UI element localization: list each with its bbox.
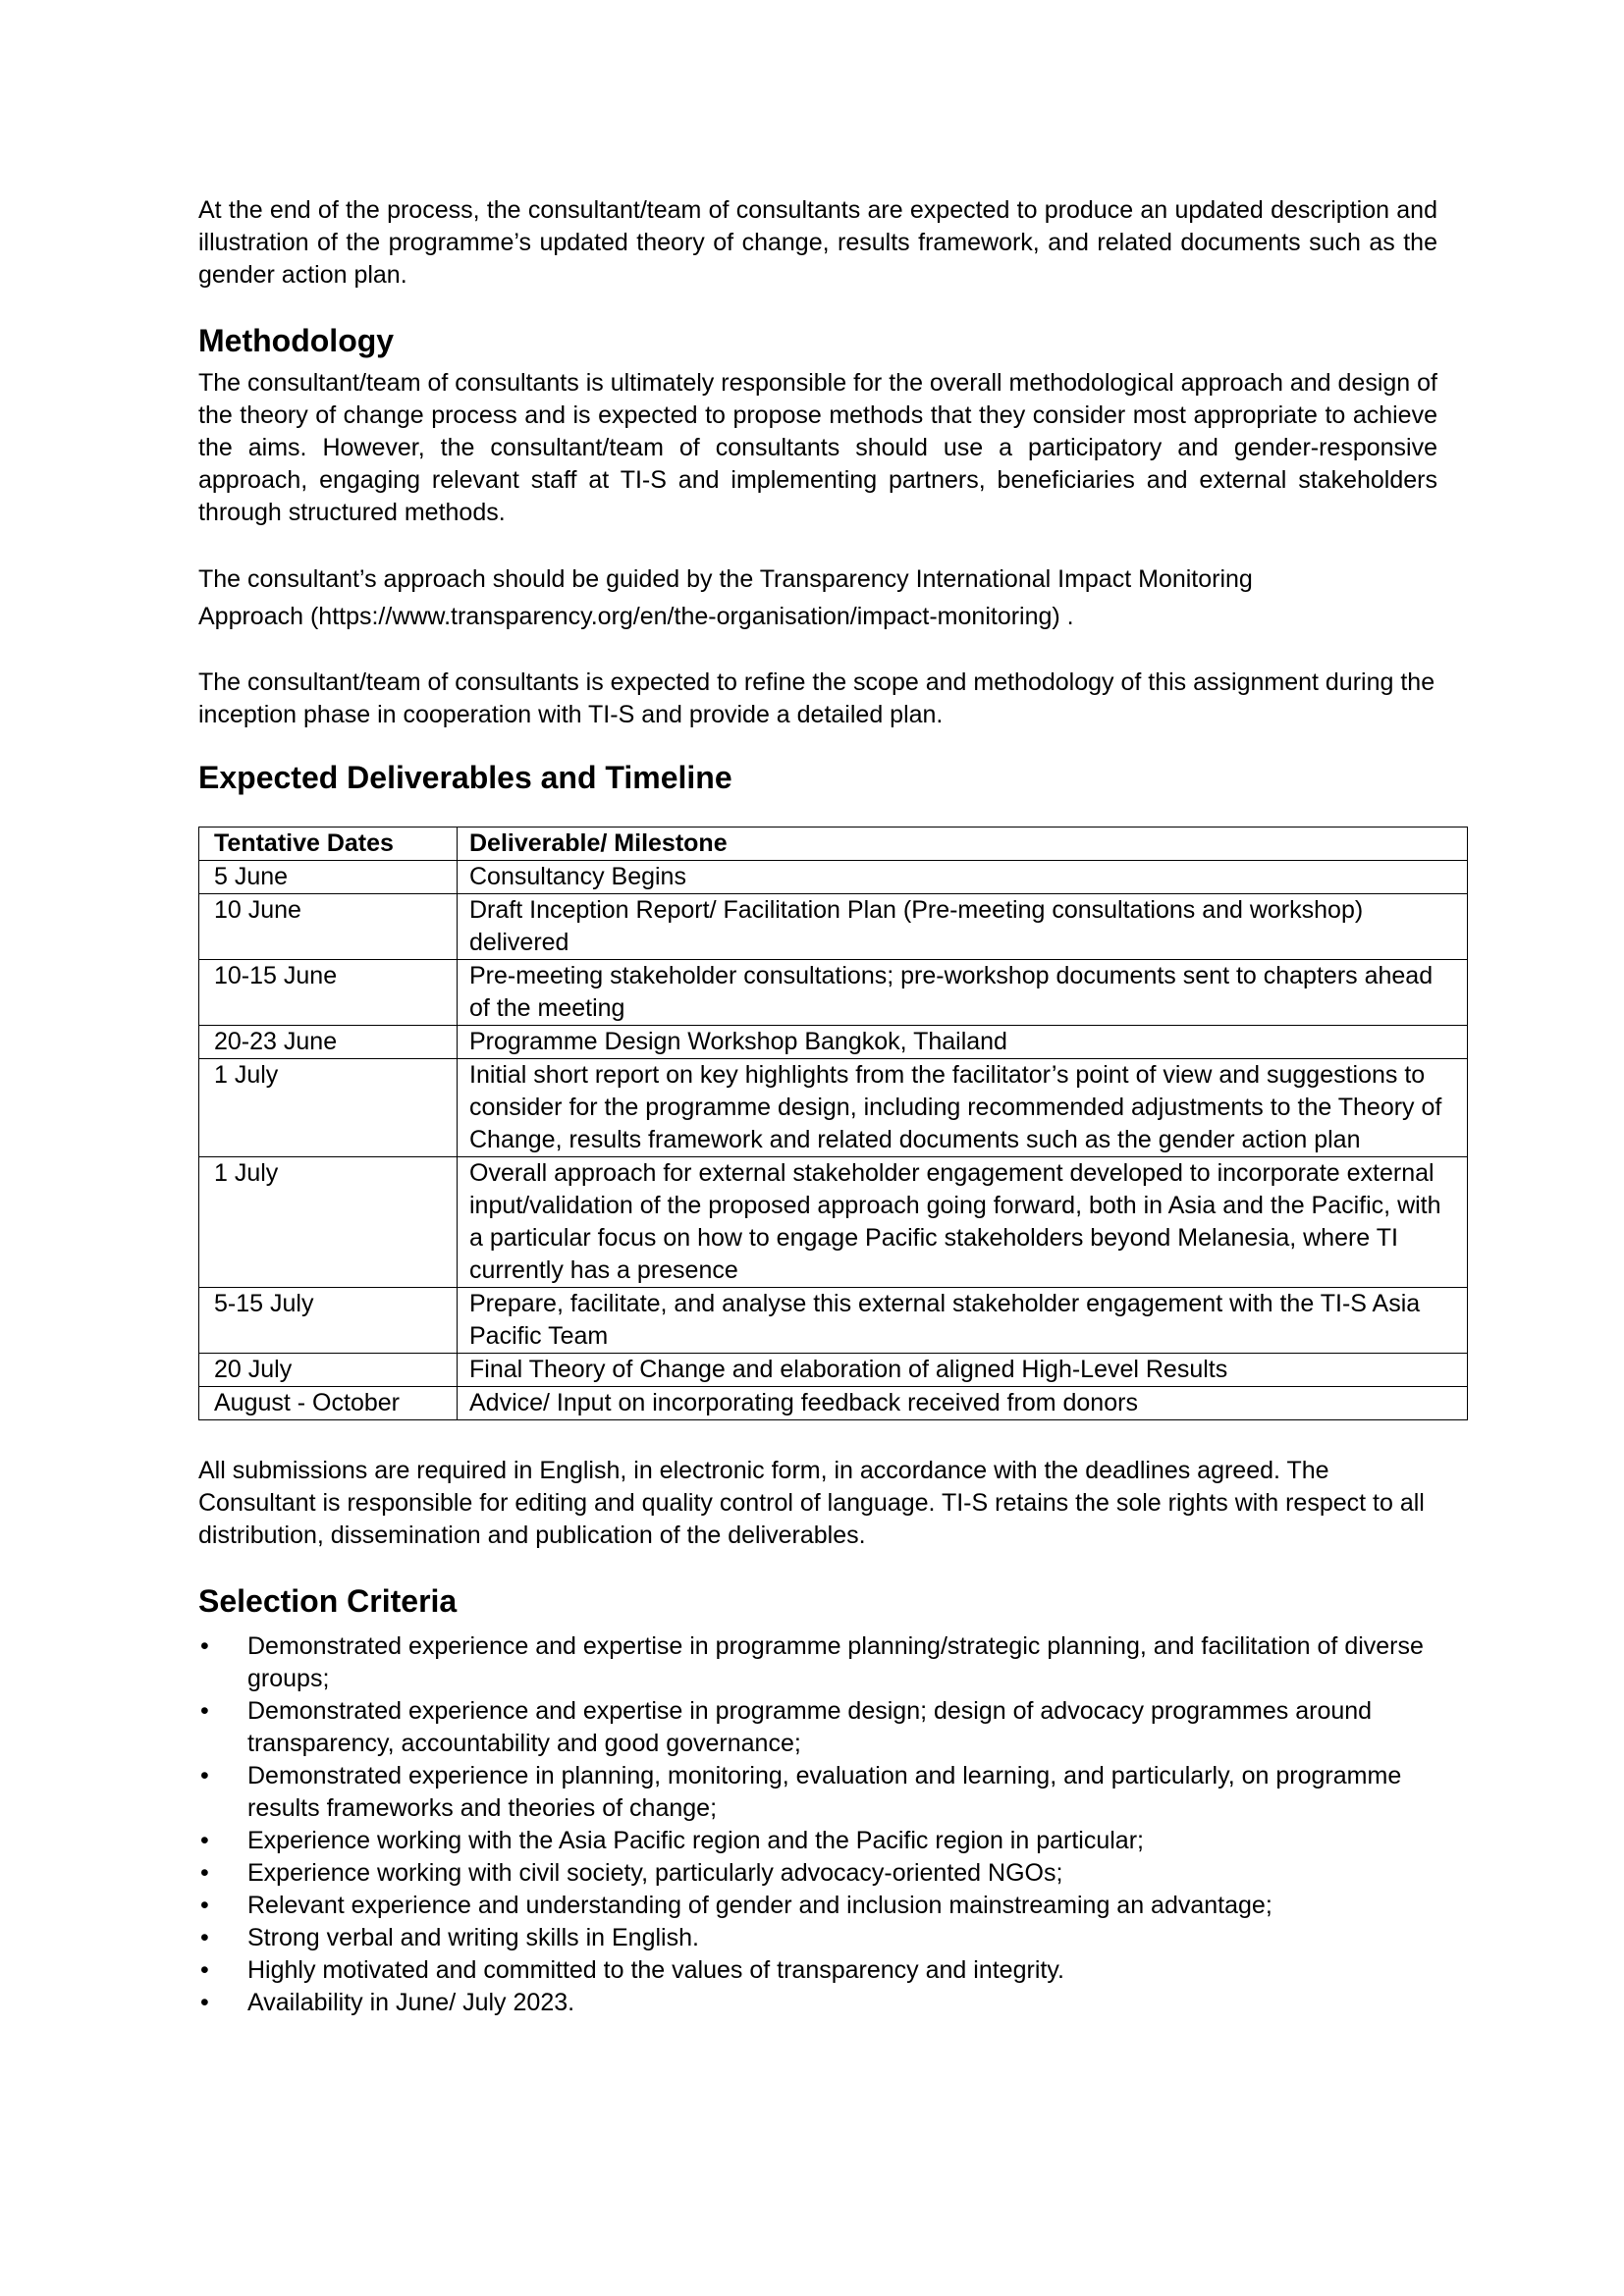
table-row xyxy=(199,1059,1468,1157)
document-page xyxy=(198,194,1442,2019)
list-item-text: Experience working with the Asia Pacific region and the Pacific region in particular; xyxy=(247,1827,1144,1854)
list-item-text: Relevant experience and understanding of gender and inclusion mainstreaming an advantage; xyxy=(247,1892,1272,1919)
row-date: 10-15 June xyxy=(199,960,458,1026)
table-row xyxy=(199,894,1468,960)
row-date: 1 July xyxy=(199,1059,458,1157)
table-row xyxy=(199,1157,1468,1288)
list-item xyxy=(198,1954,1437,1987)
row-deliverable: Overall approach for external stakeholder engagement developed to incorporate external input/validation of the proposed approach going forward, both in Asia and the Pacific, with a particular focus on how to engage Pacific stakeholders beyond Melanesia, where TI currently has a presence xyxy=(458,1157,1468,1288)
row-deliverable: Initial short report on key highlights from the facilitator’s point of view and suggestions to consider for the programme design, including recommended adjustments to the Theory of Change, results framework and related documents such as the gender action plan xyxy=(458,1059,1468,1157)
row-deliverable: Prepare, facilitate, and analyse this external stakeholder engagement with the TI-S Asia Pacific Team xyxy=(458,1288,1468,1354)
row-date: 5-15 July xyxy=(199,1288,458,1354)
list-item-text: Demonstrated experience and expertise in programme design; design of advocacy programmes around transparency, accountability and good governance; xyxy=(247,1697,1373,1757)
bullet-icon: • xyxy=(200,1697,209,1725)
methodology-paragraph-2 xyxy=(198,561,1437,635)
bullet-icon: • xyxy=(200,1632,209,1660)
list-item-text: Demonstrated experience and expertise in programme planning/strategic planning, and facilitation of diverse groups; xyxy=(247,1632,1424,1692)
list-item-text: Highly motivated and committed to the values of transparency and integrity. xyxy=(247,1956,1064,1984)
intro-paragraph: At the end of the process, the consultant/team of consultants are expected to produce an updated description and illustration of the programme’s updated theory of change, results framework, and related documents such as the gender action plan. xyxy=(198,196,1437,289)
table-header-row xyxy=(199,828,1468,861)
list-item-text: Strong verbal and writing skills in English. xyxy=(247,1924,699,1951)
methodology-paragraph-3: The consultant/team of consultants is expected to refine the scope and methodology of this assignment during the inception phase in cooperation with TI-S and provide a detailed plan. xyxy=(198,668,1435,728)
list-item xyxy=(198,1890,1437,1922)
list-item xyxy=(198,1987,1437,2019)
list-item xyxy=(198,1825,1437,1857)
list-item-text: Demonstrated experience in planning, monitoring, evaluation and learning, and particularly, on programme results frameworks and theories of change; xyxy=(247,1762,1402,1822)
methodology-paragraph-2-line-2: Approach (https://www.transparency.org/en/the-organisation/impact-monitoring) . xyxy=(198,603,1074,630)
selection-criteria-heading: Selection Criteria xyxy=(198,1583,458,1619)
column-header-deliverable: Deliverable/ Milestone xyxy=(458,828,1468,861)
row-deliverable: Consultancy Begins xyxy=(458,861,1468,894)
row-date: 1 July xyxy=(199,1157,458,1288)
row-deliverable: Programme Design Workshop Bangkok, Thailand xyxy=(458,1026,1468,1059)
bullet-icon: • xyxy=(200,1827,209,1854)
row-deliverable: Pre-meeting stakeholder consultations; pre-workshop documents sent to chapters ahead of the meeting xyxy=(458,960,1468,1026)
methodology-paragraph-1: The consultant/team of consultants is ultimately responsible for the overall methodological approach and design of the theory of change process and is expected to propose methods that they consider most appropriate to achieve the aims. However, the consultant/team of consultants should use a participatory and gender-responsive approach, engaging relevant staff at TI-S and implementing partners, beneficiaries and external stakeholders through structured methods. xyxy=(198,369,1437,526)
list-item xyxy=(198,1857,1437,1890)
row-date: 20-23 June xyxy=(199,1026,458,1059)
bullet-icon: • xyxy=(200,1956,209,1984)
bullet-icon: • xyxy=(200,1859,209,1887)
row-date: 20 July xyxy=(199,1354,458,1387)
selection-criteria-list xyxy=(198,1630,1437,2019)
bullet-icon: • xyxy=(200,1762,209,1789)
bullet-icon: • xyxy=(200,1989,209,2016)
column-header-dates: Tentative Dates xyxy=(199,828,458,861)
row-deliverable: Draft Inception Report/ Facilitation Plan (Pre-meeting consultations and workshop) delivered xyxy=(458,894,1468,960)
table-row xyxy=(199,960,1468,1026)
methodology-paragraph-2-line-1: The consultant’s approach should be guided by the Transparency International Impact Monitoring xyxy=(198,565,1253,593)
row-date: August - October xyxy=(199,1387,458,1420)
list-item-text: Availability in June/ July 2023. xyxy=(247,1989,575,2016)
deliverables-table xyxy=(198,827,1468,1420)
list-item xyxy=(198,1630,1437,1695)
table-row xyxy=(199,1387,1468,1420)
list-item xyxy=(198,1760,1437,1825)
bullet-icon: • xyxy=(200,1892,209,1919)
table-row xyxy=(199,1288,1468,1354)
list-item xyxy=(198,1922,1437,1954)
list-item xyxy=(198,1695,1437,1760)
submissions-note: All submissions are required in English, in electronic form, in accordance with the deadlines agreed. The Consultant is responsible for editing and quality control of language. TI-S retains the sole rights with respect to all distribution, dissemination and publication of the deliverables. xyxy=(198,1457,1425,1549)
bullet-icon: • xyxy=(200,1924,209,1951)
deliverables-heading: Expected Deliverables and Timeline xyxy=(198,760,732,795)
methodology-heading: Methodology xyxy=(198,323,395,358)
list-item-text: Experience working with civil society, particularly advocacy-oriented NGOs; xyxy=(247,1859,1063,1887)
row-deliverable: Advice/ Input on incorporating feedback received from donors xyxy=(458,1387,1468,1420)
table-row xyxy=(199,1026,1468,1059)
row-date: 10 June xyxy=(199,894,458,960)
table-row xyxy=(199,861,1468,894)
row-date: 5 June xyxy=(199,861,458,894)
table-row xyxy=(199,1354,1468,1387)
row-deliverable: Final Theory of Change and elaboration of aligned High-Level Results xyxy=(458,1354,1468,1387)
